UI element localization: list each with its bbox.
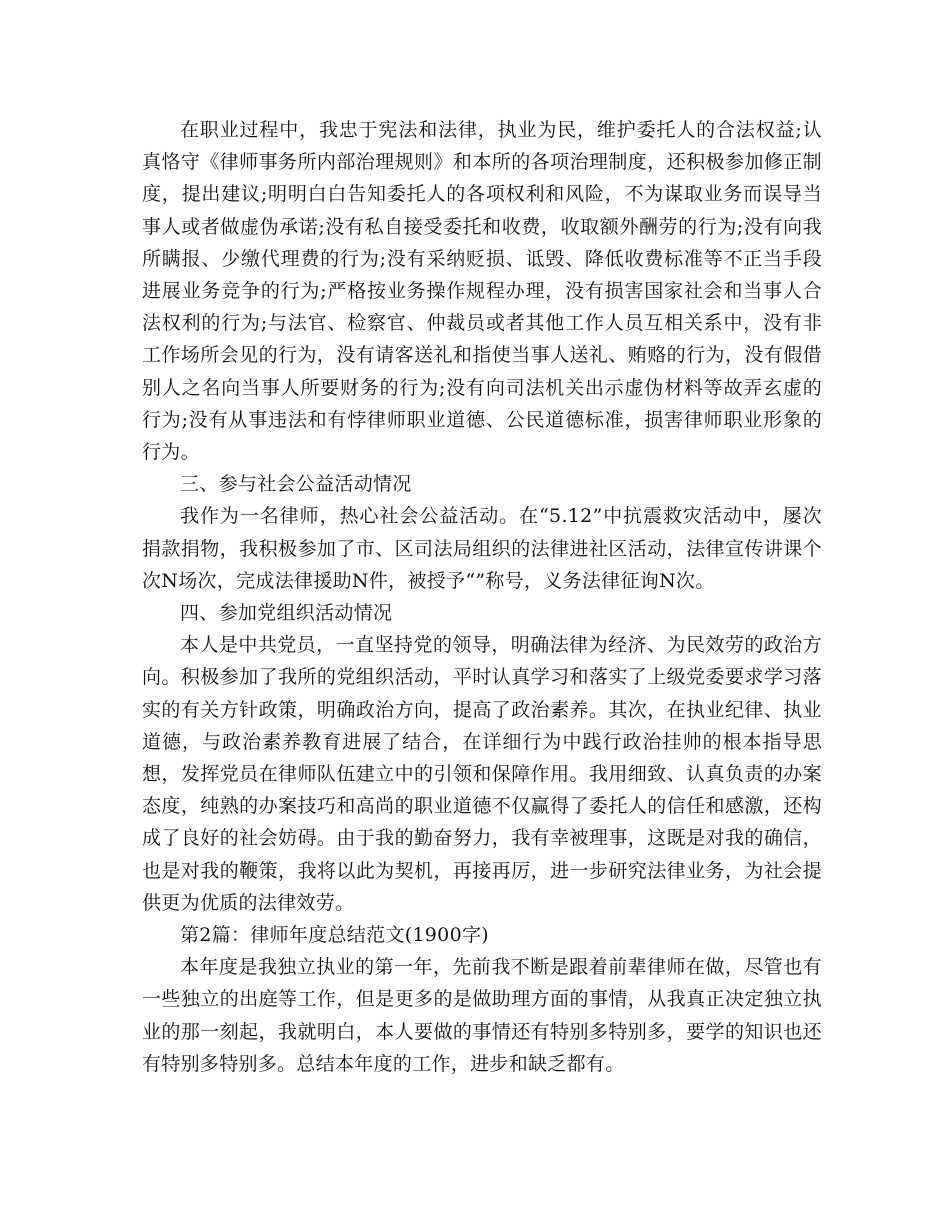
paragraph-conduct: 在职业过程中，我忠于宪法和法律，执业为民，维护委托人的合法权益;认真恪守《律师事务所内部治理规则》和本所的各项治理制度，还积极参加修正制度，提出建议;明明白白告知委托人的各项权利和风险，不为谋取业务而误导当事人或者做虚伪承诺;没有私自接受委托和收费，收取额外酬劳的行为;没有向我所瞒报、少缴代理费的行为;没有采纳贬损、诋毁、降低收费标准等不正当手段进展业务竞争的行为;严格按业务操作规程办理，没有损害国家社会和当事人合法权利的行为;与法官、检察官、仲裁员或者其他工作人员互相关系中，没有非工作场所会见的行为，没有请客送礼和指使当事人送礼、贿赂的行为，没有假借别人之名向当事人所要财务的行为;没有向司法机关出示虚伪材料等故弄玄虚的行为;没有从事违法和有悖律师职业道德、公民道德标准，损害律师职业形象的行为。 [142,119,822,464]
paragraph-public-welfare: 我作为一名律师，热心社会公益活动。在“5.12”中抗震救灾活动中，屡次捐款捐物，我积极参加了市、区司法局组织的法律进社区活动，法律宣传讲课个次N场次，完成法律援助N件，被授予“”称号，义务法律征询N次。 [142,505,822,592]
paragraph-annual-summary: 本年度是我独立执业的第一年，先前我不断是跟着前辈律师在做，尽管也有一些独立的出庭等工作，但是更多的是做助理方面的事情，从我真正决定独立执业的那一刻起，我就明白，本人要做的事情还有特别多特别多，要学的知识也还有特别多特别多。总结本年度的工作，进步和缺乏都有。 [142,956,822,1075]
section-heading-party-activities: 四、参加党组织活动情况 [180,602,393,625]
document-body [142,114,822,1080]
article-title-part-2: 第2篇：律师年度总结范文(1900字) [180,924,489,947]
paragraph-party-activities: 本人是中共党员，一直坚持党的领导，明确法律为经济、为民效劳的政治方向。积极参加了我所的党组织活动，平时认真学习和落实了上级党委要求学习落实的有关方针政策，明确政治方向，提高了政治素养。其次，在执业纪律、执业道德，与政治素养教育进展了结合，在详细行为中践行政治挂帅的根本指导思想，发挥党员在律师队伍建立中的引领和保障作用。我用细致、认真负责的办案态度，纯熟的办案技巧和高尚的职业道德不仅赢得了委托人的信任和感激，还构成了良好的社会妨碍。由于我的勤奋努力，我有幸被理事，这既是对我的确信，也是对我的鞭策，我将以此为契机，再接再厉，进一步研究法律业务，为社会提供更为优质的法律效劳。 [142,634,822,914]
section-heading-public-welfare: 三、参与社会公益活动情况 [180,473,412,496]
